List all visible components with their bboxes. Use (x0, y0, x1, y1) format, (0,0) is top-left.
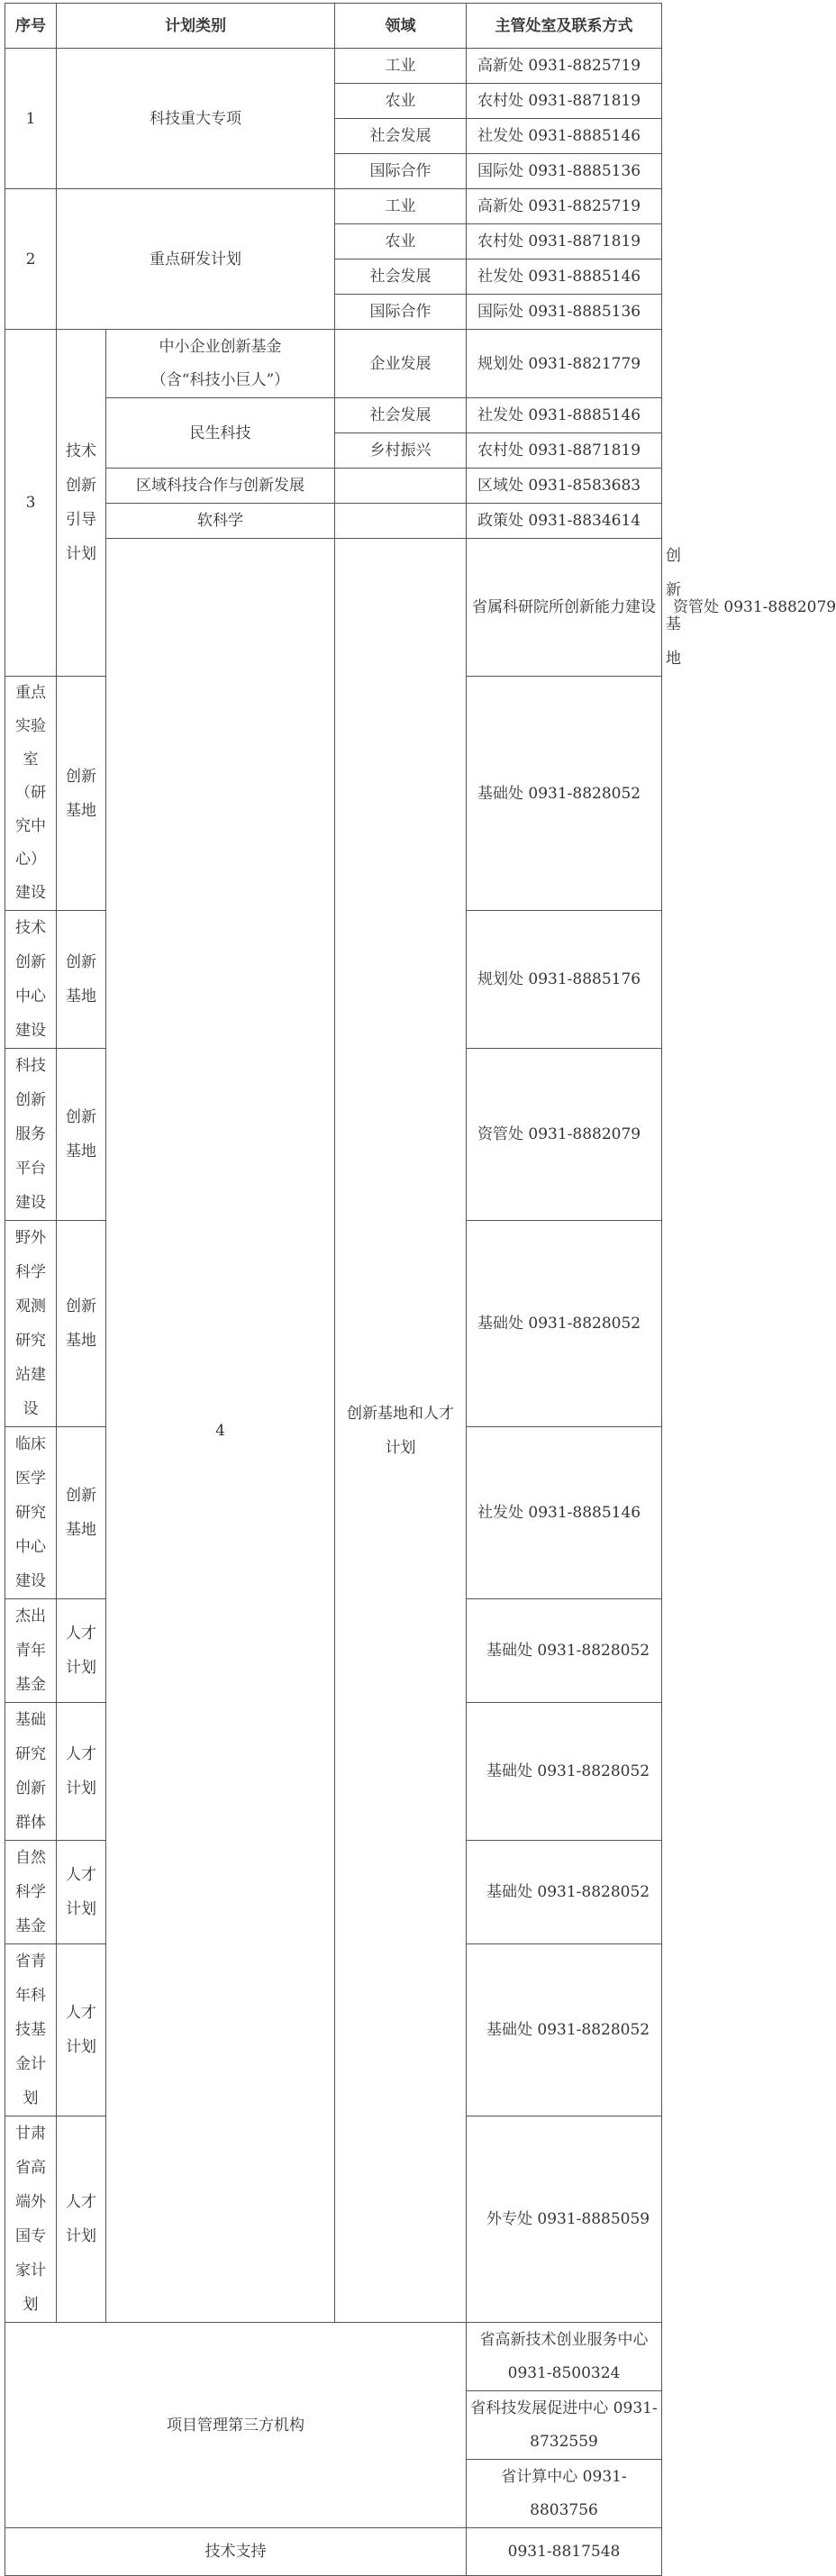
plan-name (106, 330, 335, 398)
plan-name: 重点实验室（研究中心）建设 (5, 677, 57, 911)
field-cell: 社会发展 (335, 259, 467, 295)
field-cell: 创新基地 (57, 1427, 106, 1599)
plan-name: 省青年科技基金计划 (5, 1944, 57, 2116)
field-cell: 人才计划 (57, 2116, 106, 2323)
office-cell: 省计算中心 0931-8803756 (467, 2460, 662, 2528)
plan-name: 民生科技 (106, 398, 335, 469)
office-cell: 社发处 0931-8885146 (467, 1427, 662, 1599)
field-cell: 农业 (335, 84, 467, 119)
field-cell (335, 469, 467, 504)
field-cell: 国际合作 (335, 295, 467, 330)
header-category: 计划类别 (57, 4, 335, 49)
field-cell: 企业发展 (335, 330, 467, 398)
field-cell (335, 504, 467, 539)
office-cell: 基础处 0931-8828052 (467, 1703, 662, 1841)
field-cell: 创新基地 (57, 677, 106, 911)
group-name: 重点研发计划 (57, 189, 335, 330)
office-cell: 高新处 0931-8825719 (467, 189, 662, 224)
field-cell: 创新基地 (57, 911, 106, 1049)
office-cell: 农村处 0931-8871819 (467, 433, 662, 469)
plan-name: 临床医学研究中心建设 (5, 1427, 57, 1599)
office-cell: 基础处 0931-8828052 (467, 1221, 662, 1427)
support-name: 技术支持 (5, 2528, 467, 2576)
office-cell: 规划处 0931-8885176 (467, 911, 662, 1049)
office-cell: 社发处 0931-8885146 (467, 259, 662, 295)
office-cell: 社发处 0931-8885146 (467, 398, 662, 433)
field-cell: 工业 (335, 49, 467, 84)
office-cell: 基础处 0931-8828052 (467, 1841, 662, 1944)
plan-name: 自然科学基金 (5, 1841, 57, 1944)
group-seq: 3 (5, 330, 57, 677)
plan-name: 科技创新服务平台建设 (5, 1049, 57, 1221)
office-cell: 资管处 0931-8882079 (467, 1049, 662, 1221)
plan-contact-table (5, 3, 836, 2576)
office-cell: 国际处 0931-8885136 (467, 154, 662, 189)
office-cell: 农村处 0931-8871819 (467, 84, 662, 119)
plan-name-line: 中小企业创新基金 (159, 337, 282, 356)
header-office: 主管处室及联系方式 (467, 4, 662, 49)
field-cell: 人才计划 (57, 1841, 106, 1944)
office-cell: 基础处 0931-8828052 (467, 1944, 662, 2116)
third-party-name: 项目管理第三方机构 (5, 2323, 467, 2528)
group-seq: 1 (5, 49, 57, 189)
plan-name: 省属科研院所创新能力建设 (467, 539, 662, 677)
table-row: 4 创新基地和人才计划 省属科研院所创新能力建设 创新基地 资管处 0931-8882079 (5, 539, 662, 677)
group-seq: 2 (5, 189, 57, 330)
plan-name: 区域科技合作与创新发展 (106, 469, 335, 504)
office-cell: 高新处 0931-8825719 (467, 49, 662, 84)
field-cell: 人才计划 (57, 1944, 106, 2116)
field-cell: 创新基地 (57, 1049, 106, 1221)
field-cell: 人才计划 (57, 1599, 106, 1703)
plan-name: 基础研究创新群体 (5, 1703, 57, 1841)
table-row (5, 330, 662, 398)
plan-name: 野外科学观测研究站建设 (5, 1221, 57, 1427)
table-row (5, 189, 662, 224)
field-cell: 农业 (335, 224, 467, 259)
group-name-vertical: 创新基地和人才计划 (335, 539, 467, 2323)
office-cell: 外专处 0931-8885059 (467, 2116, 662, 2323)
table-row (5, 2528, 662, 2576)
group-name: 科技重大专项 (57, 49, 335, 189)
table-row (5, 2323, 662, 2391)
field-cell: 人才计划 (57, 1703, 106, 1841)
header-row (5, 4, 662, 49)
office-cell: 区域处 0931-8583683 (467, 469, 662, 504)
plan-name-line: （含“科技小巨人”） (150, 370, 290, 389)
office-cell: 0931-8817548 (467, 2528, 662, 2576)
plan-name: 软科学 (106, 504, 335, 539)
field-cell: 创新基地 (57, 1221, 106, 1427)
office-cell: 国际处 0931-8885136 (467, 295, 662, 330)
office-cell: 基础处 0931-8828052 (467, 677, 662, 911)
office-cell: 社发处 0931-8885146 (467, 119, 662, 154)
table-row (5, 49, 662, 84)
office-cell: 省高新技术创业服务中心 0931-8500324 (467, 2323, 662, 2391)
group-name-vertical: 技术创新引导计划 (57, 330, 106, 677)
office-cell: 基础处 0931-8828052 (467, 1599, 662, 1703)
field-cell: 社会发展 (335, 119, 467, 154)
office-cell: 农村处 0931-8871819 (467, 224, 662, 259)
office-cell: 政策处 0931-8834614 (467, 504, 662, 539)
group-seq: 4 (106, 539, 335, 2323)
field-cell: 乡村振兴 (335, 433, 467, 469)
plan-name: 甘肃省高端外国专家计划 (5, 2116, 57, 2323)
office-cell: 规划处 0931-8821779 (467, 330, 662, 398)
header-field: 领域 (335, 4, 467, 49)
header-seq: 序号 (5, 4, 57, 49)
field-cell: 社会发展 (335, 398, 467, 433)
plan-name: 杰出青年基金 (5, 1599, 57, 1703)
field-cell: 工业 (335, 189, 467, 224)
office-cell: 省科技发展促进中心 0931-8732559 (467, 2391, 662, 2460)
field-cell: 国际合作 (335, 154, 467, 189)
plan-name: 技术创新中心建设 (5, 911, 57, 1049)
